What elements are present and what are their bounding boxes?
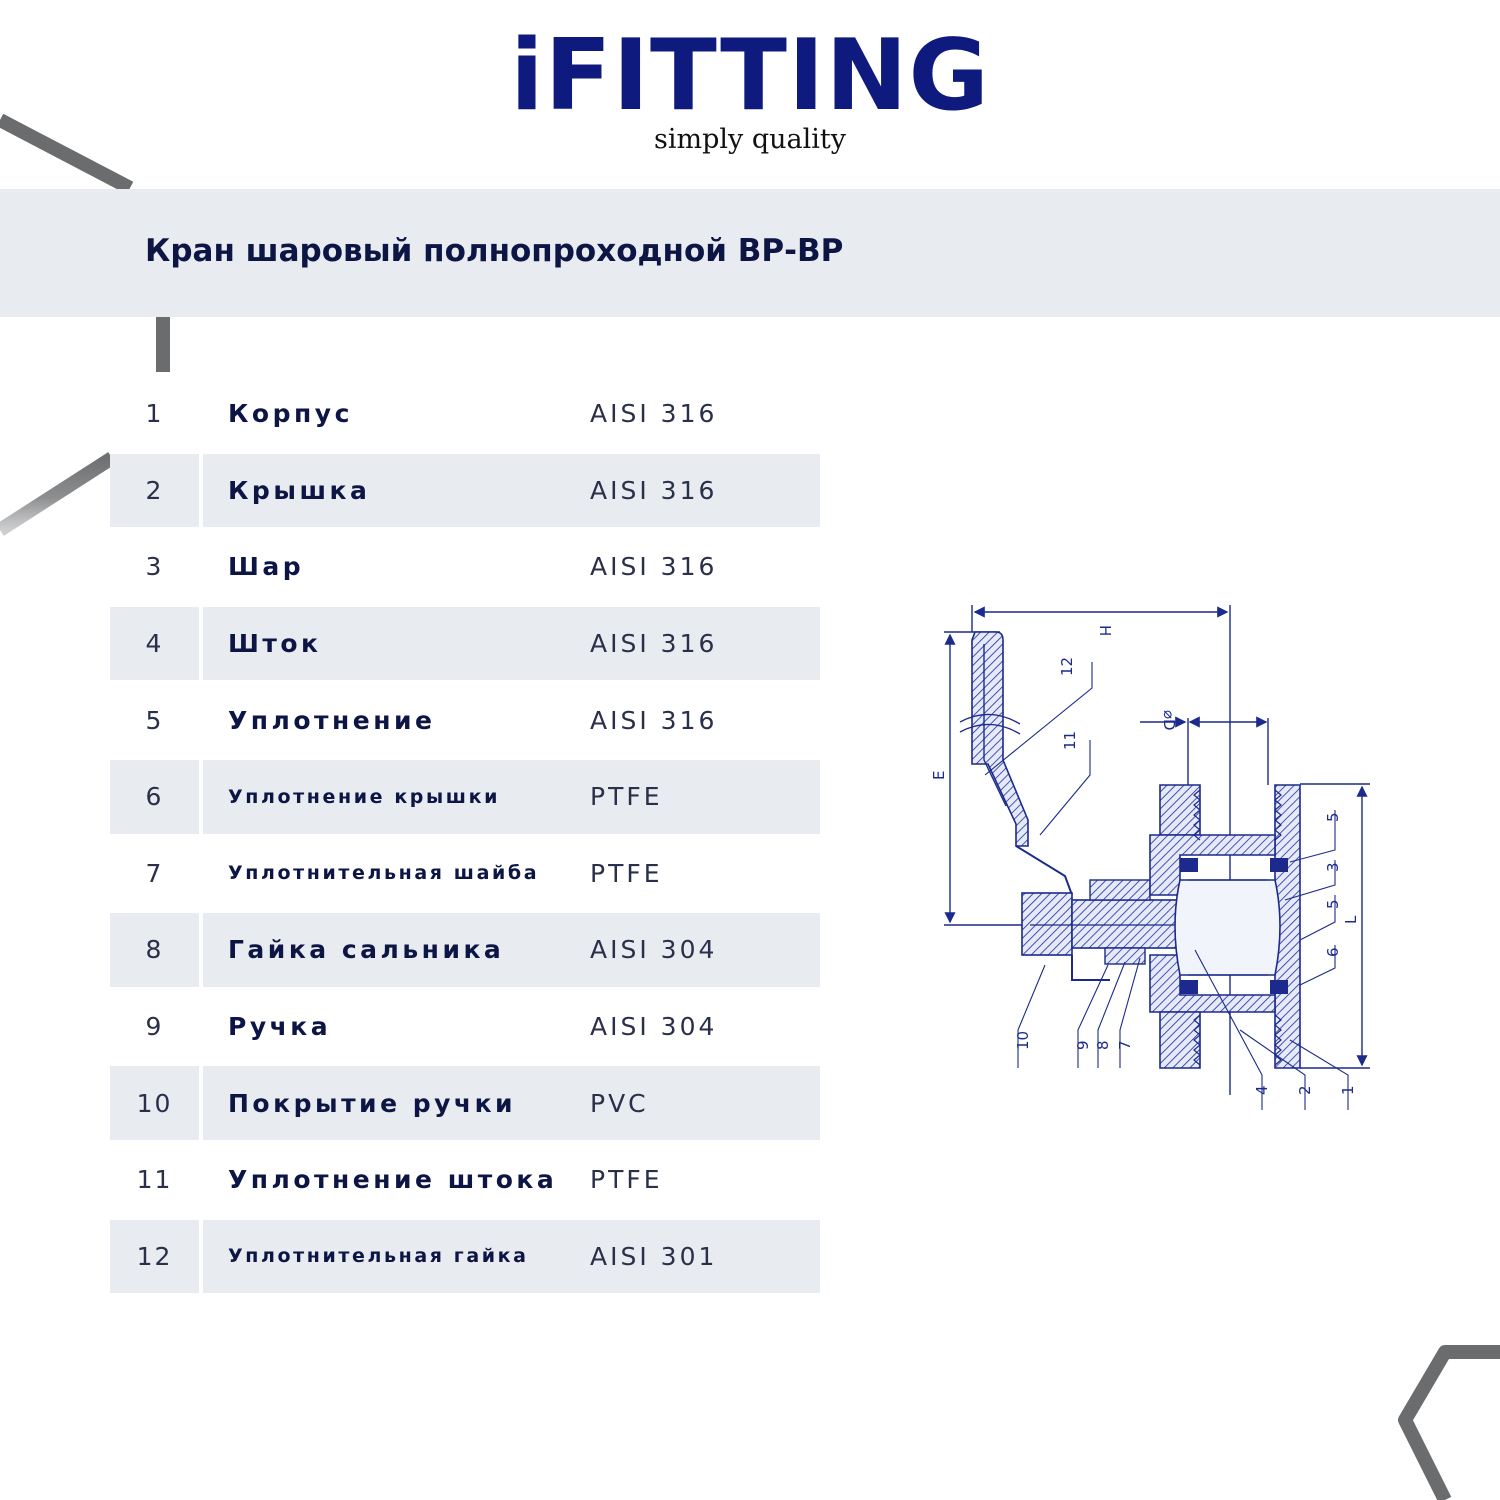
table-row <box>110 530 820 607</box>
part-name: Гайка сальника <box>203 913 567 987</box>
part-name: Крышка <box>203 454 567 528</box>
part-name: Уплотнительная гайка <box>203 1220 567 1294</box>
table-row <box>110 454 820 531</box>
part-number: 6 <box>110 760 199 834</box>
part-material: AISI 316 <box>590 552 718 582</box>
dimension-l-label: L <box>1342 915 1360 924</box>
callout-6: 6 <box>1324 947 1342 957</box>
table-row <box>110 990 820 1067</box>
callout-10: 10 <box>1014 1030 1032 1050</box>
part-material: PVC <box>561 1066 820 1140</box>
part-material: AISI 304 <box>590 1012 718 1042</box>
callout-12: 12 <box>1058 656 1076 676</box>
part-material: AISI 316 <box>590 399 718 429</box>
callout-8: 8 <box>1094 1040 1112 1050</box>
table-row <box>110 377 820 454</box>
part-name: Уплотнение крышки <box>203 760 567 834</box>
table-row <box>110 683 820 760</box>
part-number: 4 <box>110 607 199 681</box>
part-name: Уплотнительная шайба <box>228 862 540 885</box>
part-number: 9 <box>145 1012 164 1042</box>
part-number: 5 <box>145 705 164 735</box>
callout-1: 1 <box>1339 1085 1357 1095</box>
part-number: 10 <box>110 1066 199 1140</box>
part-number: 7 <box>145 858 164 888</box>
part-material: PTFE <box>590 1165 663 1195</box>
part-name: Уплотнение <box>228 705 436 735</box>
part-material: AISI 301 <box>561 1220 820 1294</box>
brand-name: iFITTING <box>510 19 990 133</box>
table-row <box>110 760 820 837</box>
part-material: AISI 304 <box>561 913 820 987</box>
callout-2: 2 <box>1296 1085 1314 1095</box>
part-number: 8 <box>110 913 199 987</box>
part-material: PTFE <box>590 858 663 888</box>
part-name: Уплотнение штока <box>228 1165 558 1195</box>
dimension-e-label: E <box>930 770 948 780</box>
brand-logo <box>0 19 1500 156</box>
part-name: Покрытие ручки <box>203 1066 567 1140</box>
callout-11: 11 <box>1061 730 1079 750</box>
part-number: 3 <box>145 552 164 582</box>
part-name: Ручка <box>228 1012 332 1042</box>
part-material: AISI 316 <box>590 705 718 735</box>
table-row <box>110 1220 820 1297</box>
callout-3: 3 <box>1324 862 1342 872</box>
part-material: PTFE <box>561 760 820 834</box>
parts-table <box>110 377 820 1296</box>
part-material: AISI 316 <box>561 607 820 681</box>
part-number: 12 <box>110 1220 199 1294</box>
part-name: Корпус <box>228 399 353 429</box>
table-row <box>110 1143 820 1220</box>
part-number: 2 <box>110 454 199 528</box>
valve-section-drawing <box>930 595 1400 1115</box>
part-number: 11 <box>136 1165 173 1195</box>
brand-tagline: simply quality <box>654 124 846 155</box>
part-number: 1 <box>145 399 164 429</box>
callout-5-lower: 5 <box>1324 899 1342 909</box>
callout-4: 4 <box>1253 1085 1271 1095</box>
dimension-h-label: H <box>1096 625 1114 637</box>
table-row <box>110 837 820 914</box>
callout-9: 9 <box>1074 1040 1092 1050</box>
table-row <box>110 1066 820 1143</box>
callout-5-upper: 5 <box>1324 812 1342 822</box>
table-row <box>110 913 820 990</box>
page-title: Кран шаровый полнопроходной ВР-ВР <box>145 233 844 269</box>
part-name: Шток <box>203 607 567 681</box>
dimension-d-label: ⌀D <box>1160 710 1178 731</box>
part-name: Шар <box>228 552 305 582</box>
callout-7: 7 <box>1116 1040 1134 1050</box>
part-material: AISI 316 <box>561 454 820 528</box>
table-row <box>110 607 820 684</box>
